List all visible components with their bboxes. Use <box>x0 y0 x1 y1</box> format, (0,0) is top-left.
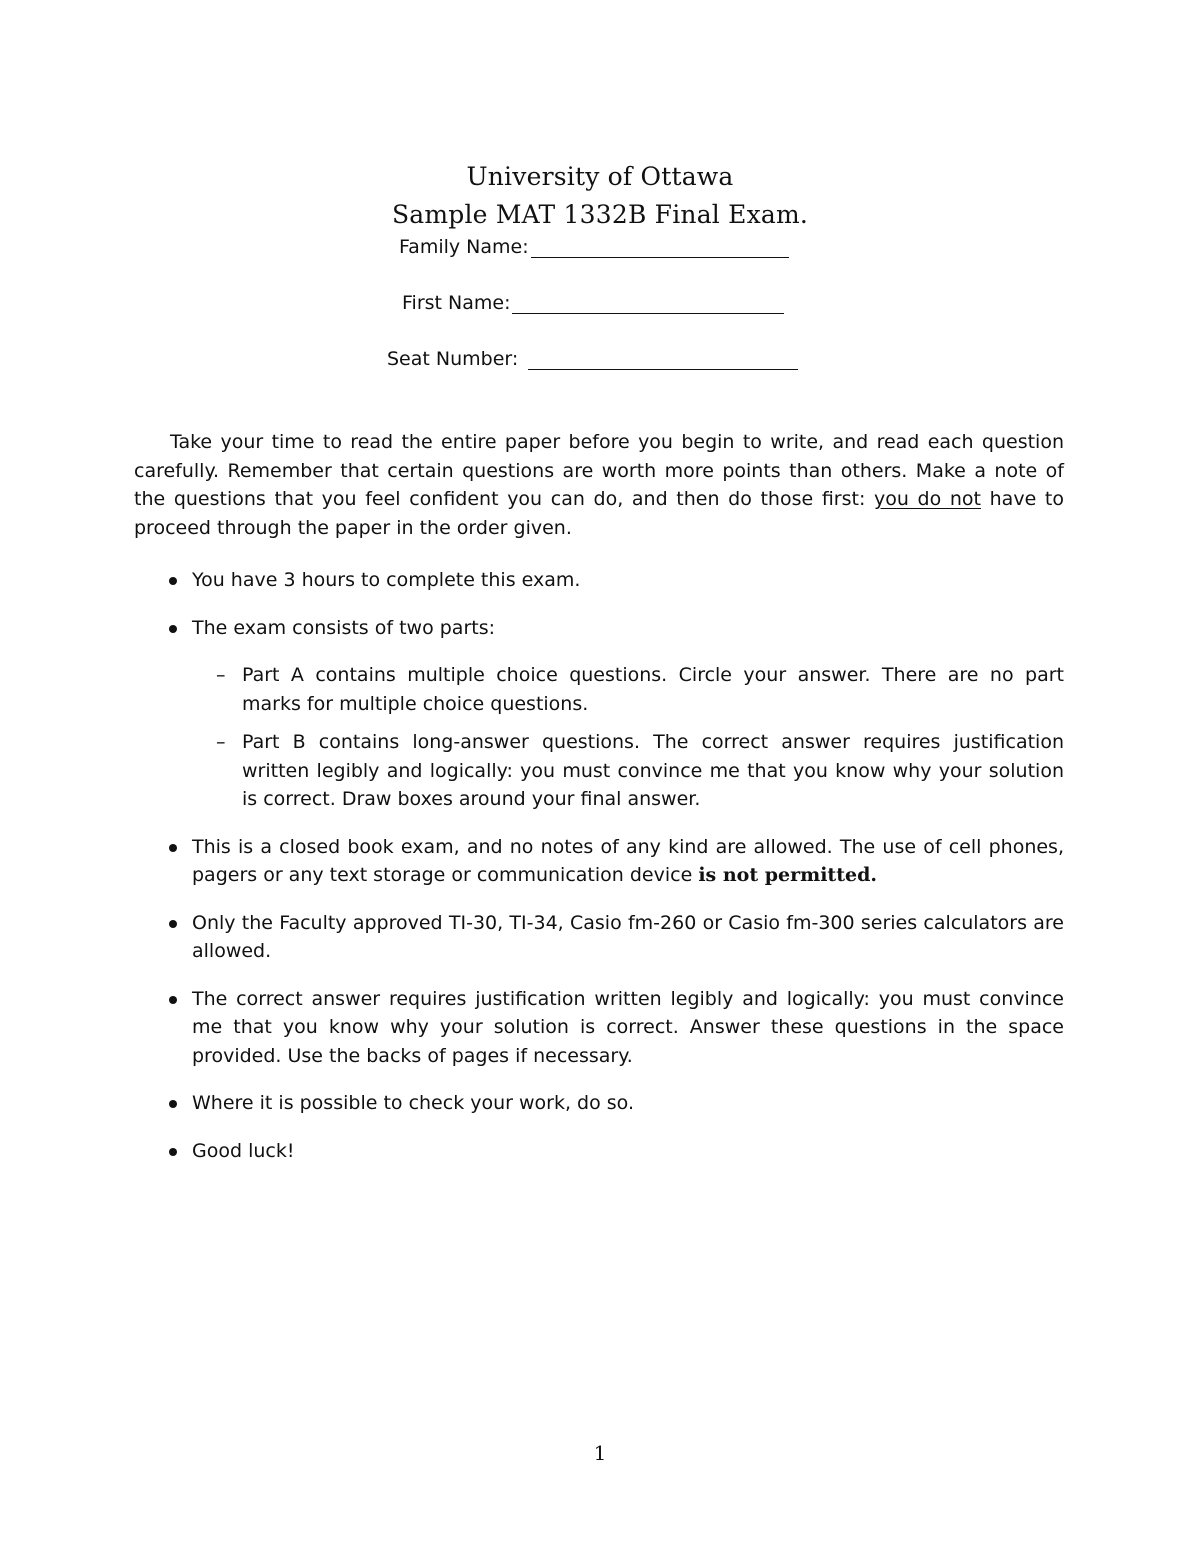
list-item <box>134 1137 1064 1166</box>
bullet-icon <box>169 920 177 928</box>
list-item <box>134 614 1064 814</box>
list-item <box>134 985 1064 1071</box>
sub-item-text: Part B contains long-answer questions. The correct answer requires justification written legibly and logically: you must convince me that you know why your solution is correct. Draw boxes around your final answer. <box>242 731 1064 810</box>
bullet-text: Only the Faculty approved TI-30, TI-34, Casio fm-260 or Casio fm-300 series calculators are allowed. <box>192 911 1064 962</box>
dash-icon: – <box>216 664 226 686</box>
first-name-field <box>402 292 784 314</box>
list-item <box>134 909 1064 966</box>
sub-list-item <box>192 728 1064 814</box>
family-name-blank <box>531 239 789 258</box>
bullet-text: This is a closed book exam, and no notes of any kind are allowed. The use of cell phones, pagers or any text storage or communication device <box>192 835 1064 886</box>
sub-list <box>192 661 1064 814</box>
bullet-text: The correct answer requires justification written legibly and logically: you must convince me that you know why your solution is correct. Answer these questions in the space provided. Use the backs of pages if necessary. <box>192 987 1064 1067</box>
page-number: 1 <box>593 1441 607 1465</box>
intro-text-2: have to proceed through the paper in the order given. <box>134 488 1064 539</box>
seat-number-blank <box>528 351 798 370</box>
seat-number-label: Seat Number: <box>387 348 519 370</box>
bullet-icon <box>169 577 177 585</box>
seat-number-field <box>387 348 798 370</box>
bullet-text: The exam consists of two parts: <box>192 616 496 639</box>
bullet-icon <box>169 844 177 852</box>
first-name-blank <box>512 295 784 314</box>
first-name-label: First Name: <box>402 292 511 314</box>
bullet-bold-text: is not permitted. <box>698 864 877 886</box>
bullet-text: You have 3 hours to complete this exam. <box>192 569 581 591</box>
list-item <box>134 1089 1064 1118</box>
dash-icon: – <box>216 731 226 753</box>
intro-underlined: you do not <box>874 488 981 510</box>
bullet-text: Where it is possible to check your work, do so. <box>192 1092 635 1114</box>
bullet-icon <box>169 1148 177 1156</box>
family-name-field <box>399 236 789 258</box>
list-item <box>134 833 1064 890</box>
bullet-icon <box>169 625 177 633</box>
intro-paragraph <box>134 428 1064 542</box>
instructions-list <box>134 566 1064 1184</box>
bullet-text: Good luck! <box>192 1139 295 1162</box>
sub-item-text: Part A contains multiple choice questions. Circle your answer. There are no part marks for multiple choice questions. <box>242 664 1064 715</box>
bullet-icon <box>169 996 177 1004</box>
bullet-icon <box>169 1100 177 1108</box>
university-title: University of Ottawa <box>466 162 734 191</box>
sub-list-item <box>192 661 1064 718</box>
family-name-label: Family Name: <box>399 236 529 258</box>
intro-text-1: Take your time to read the entire paper before you begin to write, and read each question carefully. Remember that certain questions are worth more points than others. Make a note of the questions that you feel confident you can do, and then do those first: <box>134 431 1064 510</box>
list-item <box>134 566 1064 595</box>
exam-title: Sample MAT 1332B Final Exam. <box>391 200 809 229</box>
